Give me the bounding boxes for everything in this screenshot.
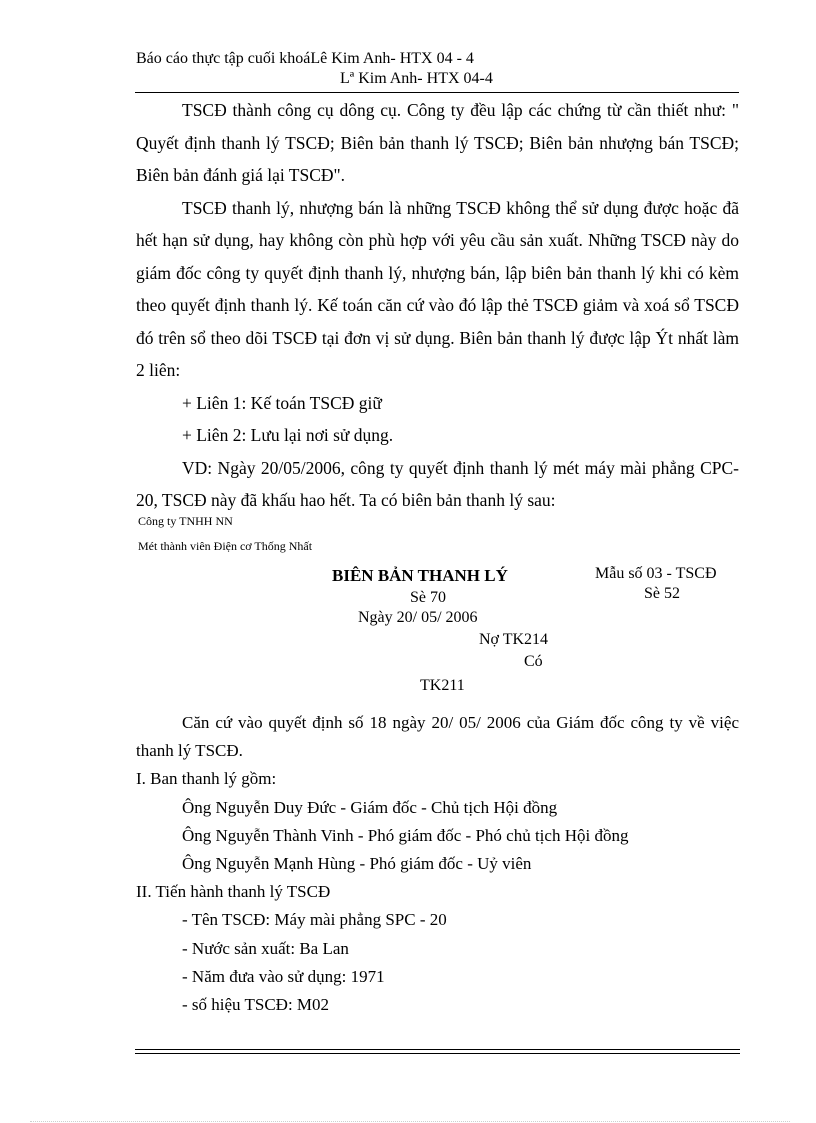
member-item: Ông Nguyễn Mạnh Hùng - Phó giám đốc - Uỷ viên: [182, 854, 532, 874]
list-item: + Liên 1: Kế toán TSCĐ giữ: [182, 392, 382, 413]
paragraph: TSCĐ thanh lý, nhượng bán là những TSCĐ không thể sử dụng được hoặc đã hết hạn sử dụng, hay không còn phù hợp với yêu cầu sản xuất. Những TSCĐ này do giám đốc công ty quyết định thanh lý, nhượng bán, lập biên bản thanh lý khi có kèm theo quyết định thanh lý. Kế toán căn cứ vào đó lập thẻ TSCĐ giảm và xoá sổ TSCĐ đó trên sổ theo dõi TSCĐ tại đơn vị sử dụng. Biên bản thanh lý được lập Ýt nhất làm 2 liên:: [136, 197, 739, 380]
section-heading: II. Tiến hành thanh lý TSCĐ: [136, 882, 331, 902]
running-header-author: Lª Kim Anh- HTX 04-4: [340, 70, 493, 87]
form-date: Ngày 20/ 05/ 2006: [358, 609, 478, 626]
credit-account: TK211: [420, 677, 465, 694]
page-edge: [30, 1121, 790, 1122]
company-name: Công ty TNHH NN: [138, 514, 233, 528]
member-item: Ông Nguyễn Thành Vinh - Phó giám đốc - Phó chủ tịch Hội đồng: [182, 825, 629, 845]
footer-rule: [135, 1049, 740, 1054]
decision-paragraph: Căn cứ vào quyết định số 18 ngày 20/ 05/ 2006 của Giám đốc công ty về việc thanh lý TSCĐ.: [136, 713, 739, 761]
form-title: BIÊN BẢN THANH LÝ: [332, 566, 508, 585]
detail-item: - số hiệu TSCĐ: M02: [182, 995, 330, 1015]
liquidation-details: [136, 709, 739, 1019]
form-template: Mẫu số 03 - TSCĐ: [595, 565, 717, 582]
list-item: + Liên 2: Lưu lại nơi sử dụng.: [182, 425, 394, 445]
header-rule: [135, 92, 739, 93]
detail-item: - Tên TSCĐ: Máy mài phẳng SPC - 20: [182, 910, 447, 930]
form-template-number: Sè 52: [644, 585, 680, 602]
detail-item: - Nước sản xuất: Ba Lan: [182, 938, 349, 958]
section-heading: I. Ban thanh lý gồm:: [136, 769, 277, 789]
member-item: Ông Nguyễn Duy Đức - Giám đốc - Chủ tịch Hội đồng: [182, 797, 558, 817]
form-number: Sè 70: [410, 589, 446, 606]
paragraph: TSCĐ thành công cụ dông cụ. Công ty đều lập các chứng từ cần thiết như: " Quyết định thanh lý TSCĐ; Biên bản thanh lý TSCĐ; Biên bản nhượng bán TSCĐ; Biên bản đánh giá lại TSCĐ".: [136, 100, 739, 185]
company-subtitle: Mét thành viên Điện cơ Thống Nhất: [138, 539, 313, 553]
credit-label: Có: [524, 653, 543, 670]
example-paragraph: VD: Ngày 20/05/2006, công ty quyết định thanh lý mét máy mài phẳng CPC-20, TSCĐ này đã khấu hao hết. Ta có biên bản thanh lý sau:: [136, 457, 739, 510]
detail-item: - Năm đưa vào sử dụng: 1971: [182, 966, 385, 986]
running-header: Báo cáo thực tập cuối khoáLê Kim Anh- HTX 04 - 4: [136, 50, 474, 67]
debit-account: Nợ TK214: [479, 631, 549, 648]
body-text: [136, 94, 739, 517]
